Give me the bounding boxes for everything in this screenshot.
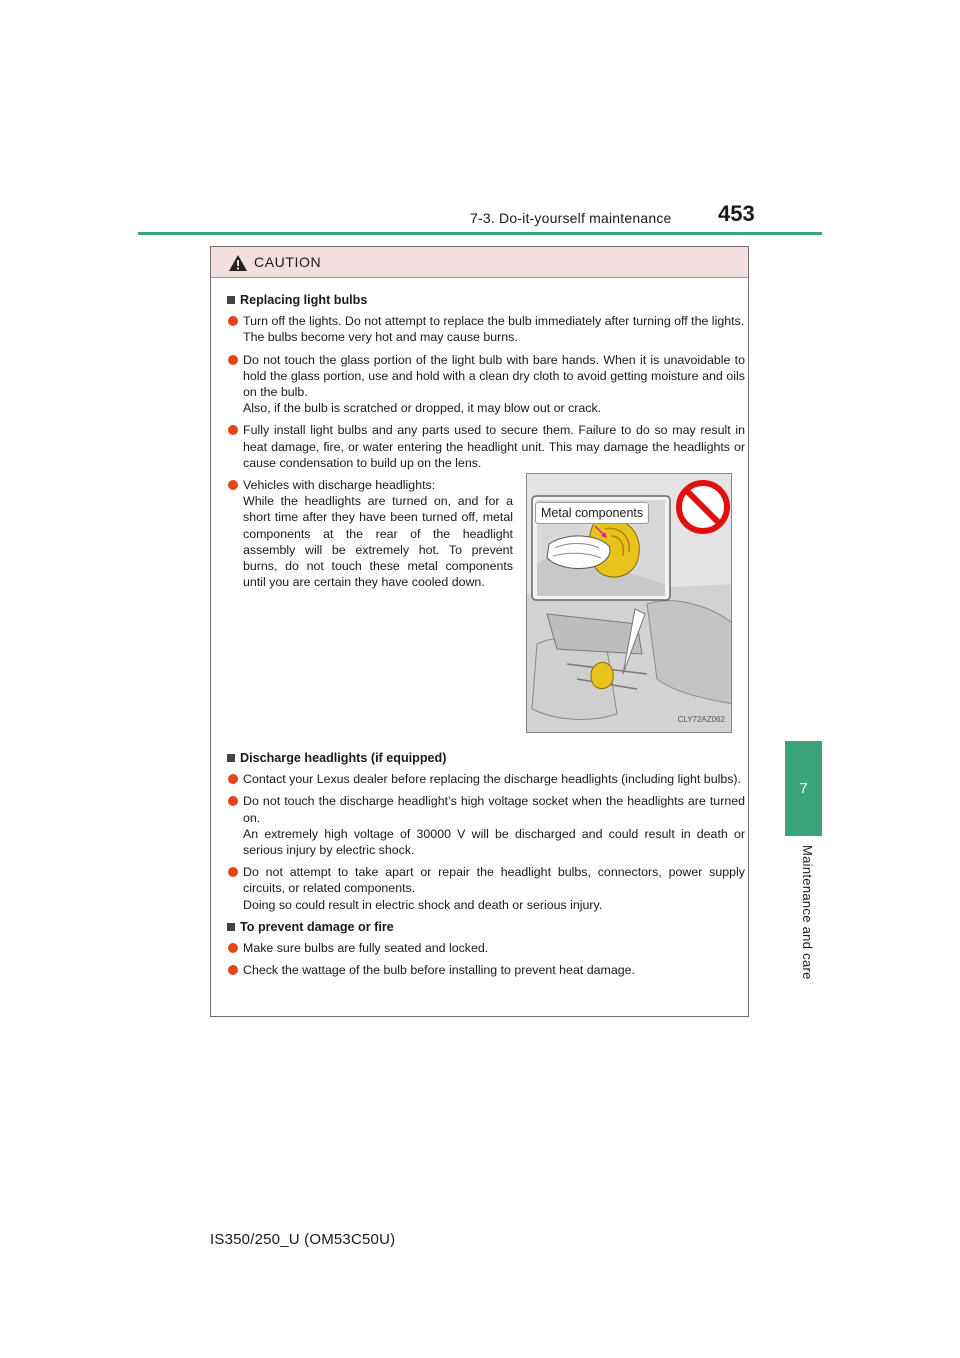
list-item: Do not touch the discharge headlight’s high voltage socket when the headlights are turned on. An extremely high voltage of 30000 V will be discharged and could result in death or serious injury by electric shock. bbox=[227, 793, 745, 858]
caution-box bbox=[210, 246, 749, 1017]
section-title: 7-3. Do-it-yourself maintenance bbox=[470, 210, 672, 226]
bullet-dot-icon bbox=[228, 796, 238, 806]
chapter-tab bbox=[785, 741, 822, 836]
model-code: IS350/250_U (OM53C50U) bbox=[210, 1231, 396, 1248]
bullet-dot-icon bbox=[228, 774, 238, 784]
square-bullet-icon bbox=[227, 923, 235, 931]
bullet-dot-icon bbox=[228, 965, 238, 975]
figure-code: CLY72AZ062 bbox=[677, 714, 725, 724]
header-rule bbox=[138, 232, 822, 235]
bullet-dot-icon bbox=[228, 316, 238, 326]
bullet-dot-icon bbox=[228, 480, 238, 490]
topic-heading: Discharge headlights (if equipped) bbox=[227, 750, 745, 766]
caution-title: CAUTION bbox=[254, 254, 322, 270]
caution-content bbox=[227, 287, 745, 984]
warning-triangle-icon bbox=[228, 254, 248, 272]
chapter-number: 7 bbox=[799, 780, 808, 797]
square-bullet-icon bbox=[227, 296, 235, 304]
headlight-illustration bbox=[526, 473, 732, 733]
chapter-label: Maintenance and care bbox=[800, 845, 815, 980]
list-item: Turn off the lights. Do not attempt to replace the bulb immediately after turning off the lights. The bulbs become very hot and may cause burns. bbox=[227, 313, 745, 345]
list-item: Check the wattage of the bulb before installing to prevent heat damage. bbox=[227, 962, 745, 978]
bullet-dot-icon bbox=[228, 943, 238, 953]
page-number: 453 bbox=[718, 201, 755, 226]
bullet-dot-icon bbox=[228, 355, 238, 365]
list-item: Fully install light bulbs and any parts used to secure them. Failure to do so may result in heat damage, fire, or water entering the headlight unit. This may damage the headlights or cause condensation to build up on the lens. bbox=[227, 422, 745, 471]
topic-heading: To prevent damage or fire bbox=[227, 919, 745, 935]
figure-callout-label: Metal components bbox=[535, 502, 649, 524]
list-item: Vehicles with discharge headlights: While the headlights are turned on, and for a short time after they have been turned off, metal components at the rear of the headlight assembly will be extremely hot. To prevent burns, do not touch these metal components until you are certain they have cooled down. bbox=[227, 477, 513, 590]
bullet-dot-icon bbox=[228, 425, 238, 435]
topic-heading: Replacing light bulbs bbox=[227, 292, 745, 308]
list-item: Do not attempt to take apart or repair the headlight bulbs, connectors, power supply circuits, or related components. Doing so could result in electric shock and death or serious injury. bbox=[227, 864, 745, 913]
list-item: Contact your Lexus dealer before replacing the discharge headlights (including light bulbs). bbox=[227, 771, 745, 787]
list-item: Do not touch the glass portion of the light bulb with bare hands. When it is unavoidable to hold the glass portion, use and hold with a clean dry cloth to avoid getting moisture and oils on the bulb. Also, if the bulb is scratched or dropped, it may blow out or crack. bbox=[227, 352, 745, 417]
list-item: Make sure bulbs are fully seated and locked. bbox=[227, 940, 745, 956]
square-bullet-icon bbox=[227, 754, 235, 762]
caution-header bbox=[211, 247, 748, 278]
bullet-dot-icon bbox=[228, 867, 238, 877]
figure-row bbox=[227, 477, 745, 745]
